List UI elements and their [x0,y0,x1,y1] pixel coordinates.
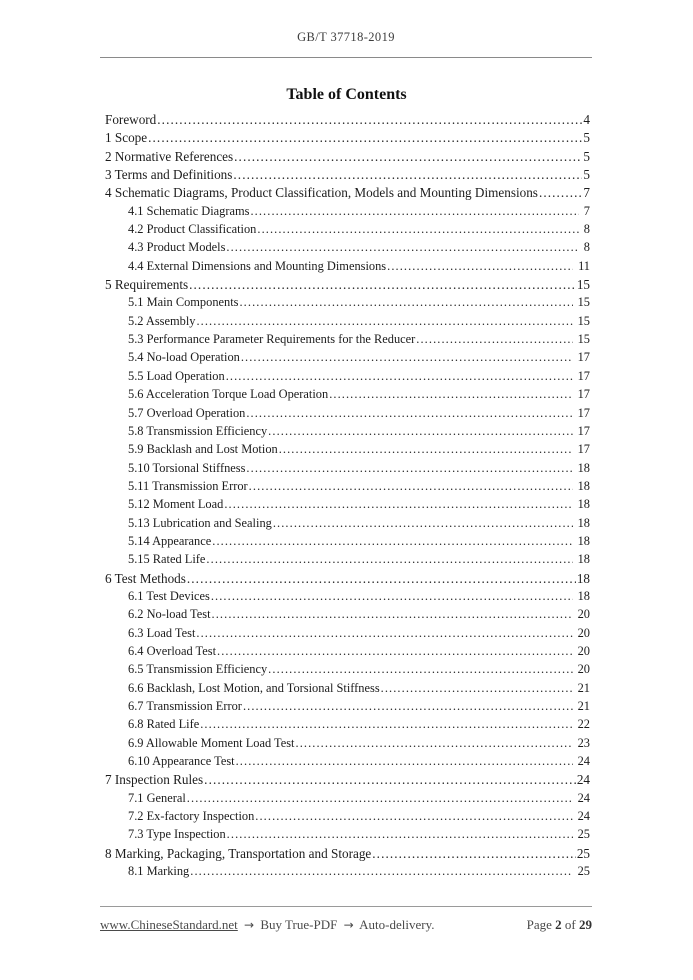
toc-page-number: 7 [583,203,590,218]
toc-entry-label: 6.8 Rated Life [128,717,200,732]
toc-dot-leader [372,846,576,862]
toc-dot-leader [246,461,572,476]
toc-dot-leader [226,240,578,255]
toc-page-number: 18 [577,515,590,530]
toc-entry [105,736,590,754]
toc-entry [105,442,590,460]
toc-dot-leader [249,479,573,494]
toc-page-number: 17 [577,405,590,420]
toc-page-number: 21 [577,680,590,695]
toc-entry-label: 5.5 Load Operation [128,368,225,383]
toc-page-number: 20 [577,607,590,622]
footer-buy-text: Buy True-PDF [260,917,338,932]
toc-dot-leader [236,754,573,769]
toc-entry [105,644,590,662]
toc-dot-leader [148,130,582,146]
toc-page-number: 25 [577,864,590,879]
toc-entry [105,827,590,845]
page-total: 29 [579,917,592,932]
toc-entry-label: 8 Marking, Packaging, Transportation and Storage [105,845,372,861]
toc-dot-leader [239,295,572,310]
toc-dot-leader [250,204,578,219]
toc-entry-label: 6.2 No-load Test [128,607,211,622]
toc-entry-label: 2 Normative References [105,148,234,164]
toc-dot-leader [416,332,572,347]
toc-page-number: 24 [577,790,590,805]
toc-entry [105,204,590,222]
toc-entry-label: 5.6 Acceleration Torque Load Operation [128,387,329,402]
toc-page-number: 20 [577,625,590,640]
toc-entry-label: 6.7 Transmission Error [128,699,242,713]
toc-entry [105,626,590,644]
toc-page-number: 18 [577,588,590,603]
toc-entry [105,809,590,827]
toc-entry [105,497,590,515]
toc-entry-label: 7.3 Type Inspection [128,827,226,842]
toc-dot-leader [243,699,573,714]
toc-entry-label: 7 Inspection Rules [105,772,204,788]
toc-entry [105,791,590,809]
toc-entry [105,277,590,295]
toc-entry-label: 6.5 Transmission Efficiency [128,662,268,677]
toc-entry [105,259,590,277]
of-word: of [564,917,576,932]
toc-page-number: 24 [577,754,590,769]
toc-page-number: 20 [577,643,590,658]
footer-delivery-text: Auto-delivery. [359,917,435,932]
toc-dot-leader [234,149,582,165]
toc-dot-leader [196,626,572,641]
toc-page-number: 18 [577,460,590,475]
toc-page-number: 18 [577,533,590,548]
footer-site-link[interactable]: www.ChineseStandard.net [100,917,238,932]
toc-entry-label: 6 Test Methods [105,570,186,586]
toc-entry-label: 5.10 Torsional Stiffness [128,460,246,475]
toc-entry-label: 5.14 Appearance [128,533,212,548]
toc-entry [105,424,590,442]
toc-page-number: 17 [577,442,590,457]
toc-page-number: 17 [577,387,590,402]
toc-page-number: 24 [576,772,590,788]
toc-dot-leader [226,369,573,384]
toc-dot-leader [257,222,578,237]
toc-entry-label: 5.7 Overload Operation [128,405,246,420]
toc-entry [105,772,590,790]
toc-page-number: 22 [577,717,590,732]
toc-dot-leader [189,277,576,293]
toc-entry [105,681,590,699]
toc-entry [105,479,590,497]
toc-entry-label: 6.10 Appearance Test [128,754,235,769]
toc-page-number: 21 [577,699,590,713]
toc-entry-label: 4.2 Product Classification [128,222,257,237]
toc-entry [105,314,590,332]
toc-dot-leader [539,185,582,201]
toc-page-number: 18 [577,478,590,493]
toc-page-number: 15 [577,332,590,347]
toc-entry [105,516,590,534]
toc-dot-leader [381,681,573,696]
toc-entry-label: 5.1 Main Components [128,295,239,310]
toc-entry [105,864,590,882]
toc-dot-leader [211,589,573,604]
footer-rule [100,906,592,907]
toc-entry-label: 7.2 Ex-factory Inspection [128,809,255,824]
toc-entry [105,240,590,258]
toc-page-number: 17 [577,350,590,365]
toc-page-number: 25 [576,845,590,861]
toc-dot-leader [273,516,573,531]
toc-dot-leader [206,552,572,567]
toc-dot-leader [224,497,572,512]
toc-page-number: 20 [577,662,590,677]
toc-page-number: 25 [577,827,590,842]
toc-entry-label: 5.2 Assembly [128,313,196,328]
toc-page-number: 4 [583,112,590,127]
toc-entry-label: 6.3 Load Test [128,625,196,640]
toc-dot-leader [157,112,582,128]
toc-entry [105,754,590,772]
toc-entry-label: 4 Schematic Diagrams, Product Classification, Models and Mounting Dimensions [105,185,538,201]
toc-entry-label: Foreword [105,112,157,127]
toc-page-number: 11 [578,258,590,273]
toc-page-number: 5 [583,130,590,146]
toc-entry [105,662,590,680]
toc-entry [105,717,590,735]
toc-dot-leader [190,864,572,879]
toc-page-number: 17 [577,423,590,438]
page-indicator [527,917,592,933]
toc-page-number: 8 [583,222,590,237]
toc-entry-label: 5.3 Performance Parameter Requirements for the Reducer [128,332,416,347]
toc-list [105,112,590,882]
toc-dot-leader [268,662,572,677]
toc-entry-label: 5 Requirements [105,277,189,293]
header-rule [100,57,592,58]
toc-entry-label: 6.4 Overload Test [128,643,217,658]
toc-dot-leader [296,736,573,751]
toc-entry [105,387,590,405]
toc-entry [105,534,590,552]
toc-entry [105,167,590,185]
toc-entry-label: 6.6 Backlash, Lost Motion, and Torsional Stiffness [128,680,380,695]
toc-page-number: 17 [577,368,590,383]
arrow-right-icon: → [244,918,255,932]
footer-left [100,917,435,933]
toc-entry-label: 4.3 Product Models [128,240,226,255]
toc-dot-leader [268,424,572,439]
toc-dot-leader [241,350,573,365]
toc-entry-label: 7.1 General [128,790,186,805]
toc-entry [105,552,590,570]
toc-dot-leader [279,442,573,457]
toc-page-number: 15 [577,295,590,310]
toc-page-number: 15 [577,313,590,328]
toc-dot-leader [255,809,572,824]
toc-dot-leader [329,387,572,402]
toc-entry [105,130,590,148]
toc-entry-label: 1 Scope [105,130,148,146]
toc-entry [105,369,590,387]
toc-dot-leader [187,791,573,806]
toc-dot-leader [217,644,573,659]
toc-entry [105,332,590,350]
toc-entry-label: 4.1 Schematic Diagrams [128,203,250,218]
toc-dot-leader [246,406,572,421]
toc-entry-label: 5.15 Rated Life [128,552,206,567]
toc-entry-label: 6.9 Allowable Moment Load Test [128,735,295,750]
toc-entry [105,461,590,479]
page-current: 2 [555,917,562,932]
toc-entry-label: 5.13 Lubrication and Sealing [128,515,272,530]
toc-entry-label: 5.11 Transmission Error [128,478,248,493]
toc-page-number: 5 [583,167,590,183]
toc-entry [105,222,590,240]
toc-dot-leader [200,717,572,732]
toc-entry-label: 5.4 No-load Operation [128,350,240,365]
toc-entry-label: 5.8 Transmission Efficiency [128,423,268,438]
toc-entry-label: 4.4 External Dimensions and Mounting Dimensions [128,258,387,273]
toc-entry [105,112,590,130]
toc-page-number: 18 [576,570,590,586]
toc-entry [105,607,590,625]
toc-dot-leader [187,571,576,587]
toc-entry [105,149,590,167]
page-word: Page [526,917,552,932]
toc-dot-leader [212,534,572,549]
toc-dot-leader [204,772,576,788]
toc-entry [105,350,590,368]
toc-entry [105,185,590,203]
toc-page-number: 23 [577,735,590,750]
toc-dot-leader [212,607,573,622]
toc-entry-label: 5.12 Moment Load [128,497,224,512]
toc-page-number: 15 [576,277,590,293]
toc-dot-leader [196,314,572,329]
toc-entry [105,406,590,424]
toc-entry [105,589,590,607]
toc-entry-label: 5.9 Backlash and Lost Motion [128,442,278,457]
toc-title: Table of Contents [286,86,407,103]
toc-dot-leader [387,259,573,274]
header-doc-number: GB/T 37718-2019 [297,30,395,44]
toc-dot-leader [233,167,582,183]
toc-entry [105,571,590,589]
toc-entry [105,699,590,717]
toc-page-number: 18 [577,552,590,567]
toc-entry-label: 8.1 Marking [128,864,190,879]
toc-page-number: 7 [583,185,590,201]
toc-entry-label: 3 Terms and Definitions [105,167,233,183]
toc-page-number: 5 [583,148,590,164]
toc-page-number: 18 [577,497,590,512]
toc-entry [105,846,590,864]
toc-page-number: 24 [577,809,590,824]
arrow-right-icon: → [343,918,354,932]
toc-entry [105,295,590,313]
toc-page-number: 8 [583,240,590,255]
toc-entry-label: 6.1 Test Devices [128,588,210,603]
toc-dot-leader [227,827,573,842]
page-footer [100,917,592,933]
